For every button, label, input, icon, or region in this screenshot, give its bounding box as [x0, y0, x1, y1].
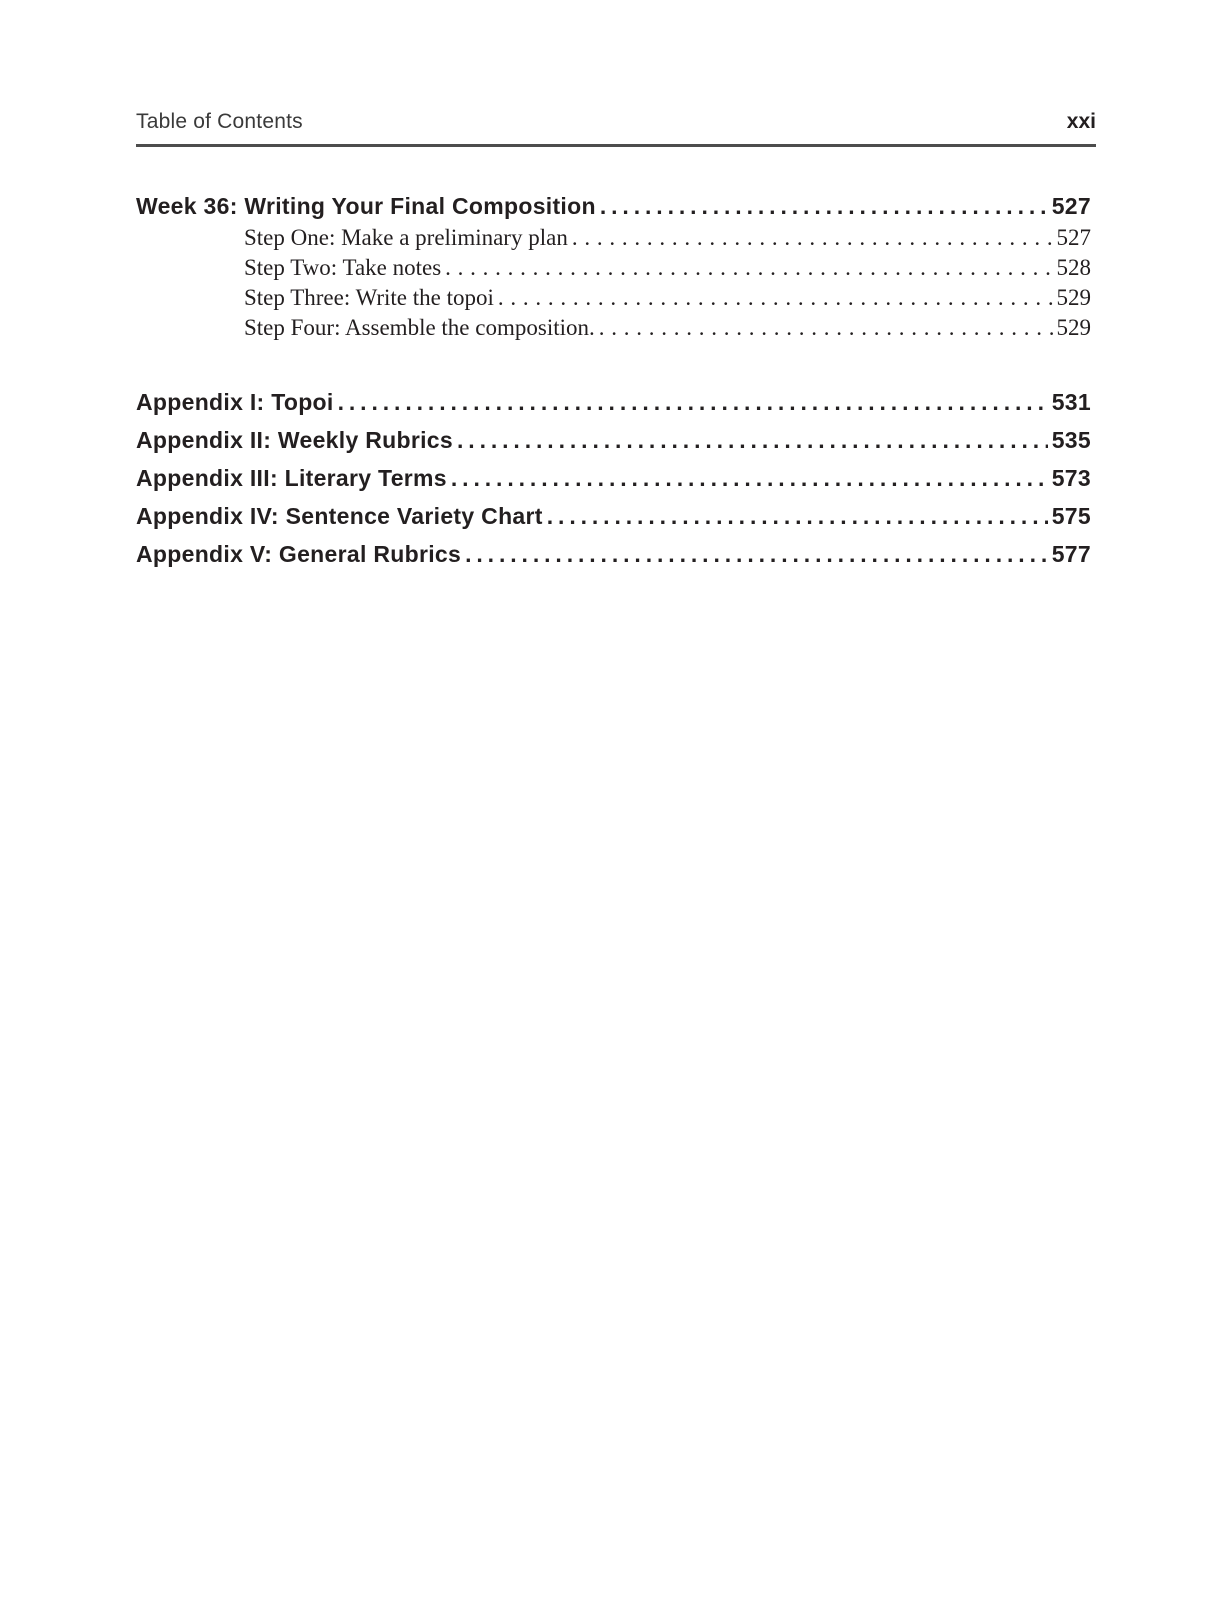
dot-leader [599, 315, 1053, 341]
toc-entry-step-one[interactable] [244, 225, 1091, 251]
toc-entry-week-36[interactable] [136, 193, 1091, 220]
toc-entry-label: Appendix V: General Rubrics [136, 541, 462, 567]
toc-entry-label: Step Four: Assemble the composition. [244, 315, 595, 340]
toc-entry-label: Appendix III: Literary Terms [136, 465, 447, 491]
toc-entry-page: 529 [1056, 285, 1091, 310]
dot-leader [457, 427, 1048, 454]
toc-entry-label: Appendix II: Weekly Rubrics [136, 427, 453, 453]
dot-leader [451, 465, 1048, 492]
dot-leader [445, 255, 1052, 281]
running-head [136, 108, 1096, 147]
toc-entry-page: 575 [1051, 503, 1091, 529]
toc-entry-appendix-2[interactable] [136, 427, 1091, 454]
toc-entry-label: Appendix I: Topoi [136, 389, 334, 415]
toc-entry-page: 529 [1056, 315, 1091, 340]
toc-entry-page: 527 [1056, 225, 1091, 250]
toc-entry-step-four[interactable] [244, 315, 1091, 341]
toc-entry-step-two[interactable] [244, 255, 1091, 281]
running-page-number: xxi [1066, 110, 1096, 133]
toc-entry-page: 573 [1051, 465, 1091, 491]
toc-entry-label: Appendix IV: Sentence Variety Chart [136, 503, 543, 529]
toc-entry-label: Week 36: Writing Your Final Composition [136, 193, 596, 219]
running-title: Table of Contents [136, 110, 303, 133]
toc-entry-appendix-5[interactable] [136, 541, 1091, 568]
toc-entry-page: 531 [1051, 389, 1091, 415]
toc-entry-page: 577 [1051, 541, 1091, 567]
toc-entry-appendix-1[interactable] [136, 389, 1091, 416]
toc-entry-page: 535 [1051, 427, 1091, 453]
toc-entry-label: Step One: Make a preliminary plan [244, 225, 568, 250]
dot-leader [498, 285, 1053, 311]
toc-entry-page: 527 [1051, 193, 1091, 219]
dot-leader [547, 503, 1048, 530]
dot-leader [465, 541, 1048, 568]
toc-entry-appendix-4[interactable] [136, 503, 1091, 530]
toc-entry-label: Step Two: Take notes [244, 255, 442, 280]
toc-entry-appendix-3[interactable] [136, 465, 1091, 492]
dot-leader [572, 225, 1053, 251]
toc-entry-step-three[interactable] [244, 285, 1091, 311]
dot-leader [600, 193, 1048, 220]
toc-entry-label: Step Three: Write the topoi [244, 285, 494, 310]
toc-entry-page: 528 [1056, 255, 1091, 280]
dot-leader [338, 389, 1048, 416]
